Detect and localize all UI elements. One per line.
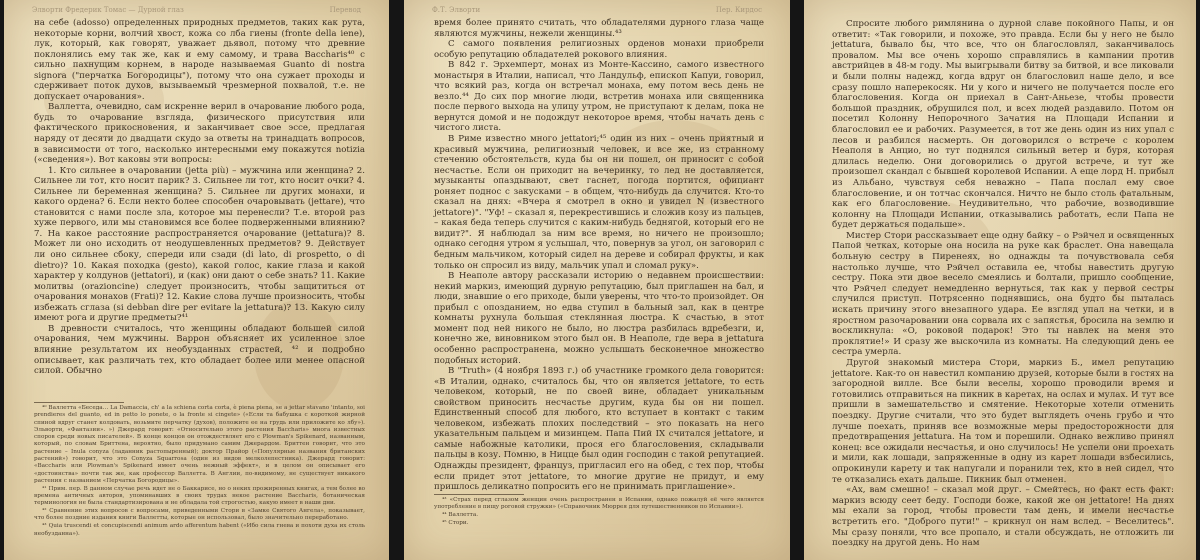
body-text: [832, 19, 1174, 549]
running-head-right: Перевод: [329, 6, 361, 14]
footnote: ⁴¹ Прим. пер. В данном случае речь идет не о Баккарисе, но о неких прожиренных книгах, а тем более во времена античных авторов, упоминавших в своих трудах некое растение Baccharis, ботаническая терминология не была стандартизирована и не обладала той строгостью, какую имеет в наши дни.: [34, 485, 365, 507]
footnote: ⁴² Сравнение этих вопросов с вопросами, приведенными Стори в «Замке Святого Ангела», показывает, что более поздние издания книги Валлетты, которые он использовал, было значительно переработано.: [34, 508, 365, 522]
paragraph: на себе (adosso) определенных природных предметов, таких как рута, некоторые корни, волчий хвост, кожа со лба гиены (fronte della iene), лук, который, как говорят, уважает дьявол, потому что древние поклонялись ему так же, как и ему самому, и трава Baccharis⁴⁰ с сильно пахнущим корнем, в народе называемая Guanto di nostra signora ("перчатка Богородицы"), потому что она сужает проходы и сдерживает поток духов, вызываемый чрезмерной похвалой, т.е. не допускает очарования».: [34, 18, 365, 102]
paragraph: В древности считалось, что женщины обладают большей силой очарования, чем мужчины. Варрон объясняет их усиленное злое влияние результатом их необузданных страстей, ⁴² и подробно описывает, как различать тех, кто обладает более или менее опасной силой. Обычно: [34, 323, 365, 377]
paragraph: время более принято считать, что обладателями дурного глаза чаще являются мужчины, нежели женщины.⁴³: [434, 18, 764, 39]
paragraph: В "Truth» (4 ноября 1893 г.) об участнике громкого дела говорится: «В Италии, однако, считалось бы, что он является jettatore, то есть человеком, который, не по своей вине, обладает уникальным свойством приносить несчастье другим, куда бы он ни пошел. Единственный способ для любого, кто вступает в контакт с таким человеком, избежать плохих последствий – это показать на него указательным пальцем и мизинцем. Папа Пий IX считался jettatore, и самые набожные католики, прося его благословения, складывали пальцы в козу. Помню, в Ницце был один господин с такой репутацией. Однажды президент, француз, пригласил его на обед, с тех пор, чтобы если придет этот jettatore, то многие другие не придут, и ему пришлось деликатно попросить его не принимать приглашение».: [434, 366, 764, 493]
footnotes: [434, 494, 764, 528]
paragraph: В Риме известно много jettatori;⁴⁵ один из них – очень приятный и красивый мужчина, религиозный человек, и все же, из странному стечению обстоятельств, куда бы он ни пошел, он приносит с собой несчастье. Если он приходит на вечеринку, то лед не доставляется, музыканты опаздывают, свет гаснет, погода портится, официант роняет поднос с закусками – в общем, что-нибудь да случится. Кто-то сказал на днях: «Вчера я смотрел в окно и увидел N (известного jettatore)". "Уф! – сказал я, перекрестившись и сложив козу из пальцев, – какая беда теперь случится с каким-нибудь беднягой, который его не видит?". Я наблюдал за ним все время, но ничего не произошло; однако сегодня утром я услышал, что, повернув за угол, он заговорил с бедным мальчиком, который сидел на дереве и собирал фрукты, и как только он спросил из виду, мальчик упал и сломал руку».: [434, 134, 764, 271]
footnote-rule: [34, 402, 124, 403]
running-head-left: Элворти Фредерик Томас — Дурной глаз: [32, 6, 184, 14]
paragraph: В Неаполе автору рассказали историю о недавнем происшествии: некий маркиз, имеющий дурную репутацию, был приглашен на бал, и люди, знавшие о его приходе, были уверены, что что-то произойдет. Он прибыл с опозданием, но едва ступил в бальный зал, как в центре комнаты рухнула большая стеклянная люстра. К счастью, в этот момент под ней никого не было, но люстра разбилась вдребезги, и, конечно же, виновником этого был он. В Неаполе, где вера в jettatura особенно распространена, можно услышать бесконечное множество подобных историй.: [434, 271, 764, 366]
paragraph: Валлетта, очевидно, сам искренне верил в очарование любого рода, будь то очарование взгляда, физического присутствия или фактического прикосновения, и заканчивает свое эссе, предлагая наряду от десяти до двадцати скудо за ответы на тринадцать вопросов, в зависимости от того, насколько интересными ему покажутся notizia («сведения»). Вот каковы эти вопросы:: [34, 102, 365, 166]
body-text: [34, 18, 365, 377]
paragraph: Спросите любого римлянина о дурной славе покойного Папы, и он ответит: «Так говорили, и похоже, это правда. Если бы у него не было jettatura, бывало бы, что все, что он благословлял, заканчивалось провалом. Мы все очень хорошо справлялись в кампании против австрийцев в 48-м году. Мы выигрывали битву за битвой, и все ликовали и были полны надежд, когда вдруг он благословил наше дело, и все сразу пошло наперекосяк. Ни у кого и ничего не получается после его благословения. Когда он приехал в Сант-Аньезе, чтобы провести большой праздник, обрушился пол, и всех людей раздавило. Потом он посетил Колонну Непорочного Зачатия на Площади Испании и благословил ее и рабочих. Разумеется, в тот же день один из них упал с лесов и разбился насмерть. Он договорился о встрече с королем Неаполя в Анцио, но тут поднялся сильный ветер и буря, которая длилась неделю. Они договорились о другой встрече, и тут же произошел скандал с бывшей королевой Испании. А еще лорд Н. прибыл из Альбано, чувствуя себя неважно – Папа послал ему свое благословение, и он тотчас скончался. Ничто не было столь фатальным, как его благословение. Неудивительно, что рабочие, возводившие колонну на Площади Испании, отказывались работать, если Папа не будет держаться подальше».: [832, 19, 1174, 231]
footnote-rule: [434, 494, 524, 495]
footnote: ⁴⁰ Валлетта «Беседа… La Damaccia, ch' a la schiena corta corta, è piena piena, se a jettar stavano 'intanto, soi prendieres del guanto, ed in petto lo ponete, o la fronte si cingete» («Если та бабушка с короткой жирной спиной вдруг станет колдовать, возьмите перчатку (духов), положите ее на грудь или приложите ко лбу»). Эльворти, «Фантазии». ») Джерард говорит: «Относительно этого растения Baccharis» многа известных споров среди новых писателей». В конце концов он отождествляет его с Plowman's Spikenard, названным, который, по словам Бриттена, вероятно, было придумано самим Джерардом. Бриттен говорит, что это растение – Inula conyza (ладанник растопыренный); доктор Прайор («Популярные названия британских растений») говорит, что это Conyza Squarrosa (один из видов мелколепестника). Джерард говорит: «Baccharis или Plowman's Spikenard имеет очень нежный эффект», и в целом он описывает его «достоинства» почти так же, как профессор Валлетта. В Англии, по-видимому, не существует никакого растения с названием «Перчатка Богородицы».: [34, 405, 365, 484]
footnote: ⁴⁵ Стори.: [442, 519, 469, 526]
footnotes: [34, 402, 365, 538]
paragraph: «Ах, вам смешно! – сказал мой друг. – Смейтесь, но факт есть факт: маркиз всюду сеет беду. Господи боже, какой же он jettatore! На днях мы ехали за город, чтобы провести там день, и имели несчастье встретить его. "Доброго пути!" – крикнул он нам вслед. – Веселитесь". Мы сразу поняли, что все пропало, и стали обсуждать, не отложить ли поездку на другой день. Но нам: [832, 485, 1174, 549]
paragraph: Другой знакомый мистера Стори, маркиз Б., имел репутацию jettatore. Как-то он навестил компанию друзей, которые были в гостях на загородной вилле. Все были веселы, хорошо проводили время и готовились отправиться на пикник в каретах, на ослах и мулах. И тут все пришли в замешательство и смятение. Некоторые хотели отменить поездку. Другие считали, что это будет выглядеть очень грубо и что лучше поехать, приняв все возможные меры предосторожности для предотвращения jettatura. На том и порешили. Однако вежливо принял конец: все ожидали несчастья, и оно случилось! Не успели они проехать и мили, как лошади, запряженные в одну из карет лошади взбесились, опрокинули карету и так напугали и поранили тех, кто в ней сидел, что те отказались ехать дальше. Пикник был отменен.: [832, 358, 1174, 485]
paragraph: В 842 г. Эрхемперт, монах из Монте-Кассино, самого известного монастыря в Италии, написал, что Ландульф, епископ Капуи, говорил, что всякий раз, когда он встречал монаха, ему потом весь день не везло.⁴⁴ До сих пор многие люди, встретив монаха или священника после первого выхода на улицу утром, не приступают к делам, пока не вернутся домой и не подождут некоторое время, чтобы начать день с чистого листа.: [434, 60, 764, 134]
body-text: [434, 18, 764, 493]
running-head: [4, 4, 389, 16]
page-right: [804, 0, 1196, 560]
page-left: [4, 0, 389, 560]
footnote: ⁴³ «Страх перед сглазом женщин очень распространен в Испании, однако пожалуй её чего является употребление в пищу роговой стружки» («Справочник Мюррея для путешественников по Испании»).: [434, 497, 764, 511]
page-middle: [404, 0, 790, 560]
running-head: [404, 4, 790, 16]
footnote: ⁴³ Quia truscendi et concupiscendi animum ardo afferentum habent («Ибо сила гнева и похоти духа их столь необузданна»).: [34, 523, 365, 537]
running-head-right: Пер. Кирдос: [715, 6, 762, 14]
footnote: ⁴⁴ Валлетта.: [442, 512, 479, 519]
paragraph: С самого появления религиозных орденов монахи приобрели особую репутацию обладателей рокового влияния.: [434, 39, 764, 60]
running-head-left: Ф.Т. Элворти: [432, 6, 481, 14]
paragraph: 1. Кто сильнее в очаровании (jetta più) – мужчина или женщина? 2. Сильнее ли тот, кто носит парик? 3. Сильнее ли тот, кто носит очки? 4. Сильнее ли беременная женщина? 5. Сильнее ли других монахи, и какого ордена? 6. Если некто более способен очаровывать (jettare), что становится с нами после зла, которое мы перенесли? Т.е. второй раз хуже первого, или мы становимся все более подверженными влиянию? 7. На какое расстояние распространяется очарование (jettatura)? 8. Может ли оно исходить от неодушевленных предметов? 9. Действует ли оно сильнее сбоку, спереди или сзади (di lato, di prospetto, o di dietro)? 10. Какая походка (gesto), какой голос, какие глаза и какой характер у колдунов (jettatori), и (как) они дают о себе знать? 11. Какие молитвы (orazioncine) следует произносить, чтобы защититься от очарования монахов (Frati)? 12. Какие слова лучше произносить, чтобы избежать сглаза (si debban dire per evitare la jettatura)? 13. Какую силу имеют рога и другие предметы?⁴¹: [34, 165, 365, 324]
paragraph: Мистер Стори рассказывает еще одну байку – о Рэйчел и освященных Папой четках, которые она носила на руке как браслет. Она навещала больную сестру в Пиренеях, но однажды та почувствовала себя настолько лучше, что Рэйчел оставила ее, чтобы навестить другую сестру. Пока эти двое весело смеялись и болтали, пришло сообщение, что Рэйчел следует немедленно вернуться, так как у первой сестры случился приступ. Потрясенно поднявшись, она будто бы пыталась искать причину этого внезапного удара. Ее взгляд упал на четки, и в яростном разочаровании она сорвала их с запястья, бросила на землю и воскликнула: «О, роковой подарок! Это ты навлек на меня это проклятие!» И сразу же выскочила из комнаты. На следующий день ее сестра умерла.: [832, 230, 1174, 358]
